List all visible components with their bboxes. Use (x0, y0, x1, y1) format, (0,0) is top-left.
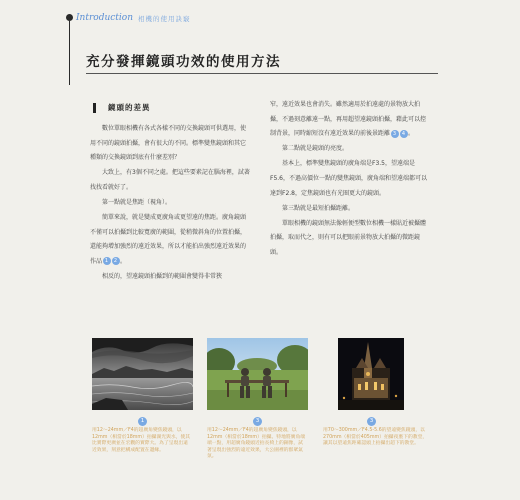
paragraph: 第二點就是鏡頭的亮度。 (282, 145, 349, 153)
paragraph-text: 。 (408, 130, 415, 138)
paragraph-text: 窄，遠近效果也會消失。雖然適用於拍遠處的景物放大拍攝，不過刻意離遠一點，再用超望遠鏡頭拍攝，藉此可以控制背景，同時縮短沒有遠近效果的前後景距離 (270, 101, 427, 138)
park-statue-photo (207, 338, 308, 410)
figure-ref-badge: 2 (112, 257, 120, 265)
right-text-column (270, 98, 430, 261)
paragraph: 數位單眼相機有各式各樣不同的交換鏡頭可供選用，使用不同的鏡頭拍攝，會有很大的不同。標準變焦鏡頭和其它種類的交換鏡頭到底有什麼差別？ (90, 125, 247, 162)
paragraph: 單眼相機的鏡頭無法像輕便型數位相機一樣貼近被攝體拍攝，取而代之，則有可以把眼前景物放大拍攝的微距鏡頭。 (270, 219, 427, 256)
photo-caption: 用70～300mm／F4.5-5.6的望遠變焦鏡頭，以270mm（相當於405mm）拍攝夜裏下的教堂，讓其以望遠焦距確認頭上拍攝出超下的教堂。 (323, 428, 428, 447)
paragraph: 基本上，標準變焦鏡頭的廣角端是F3.5，望遠端是F5.6，不過高價位一點的變焦鏡頭，廣角端和望遠端都可以達到F2.8，定焦鏡頭也有光圈更大的鏡頭。 (270, 160, 427, 197)
title-underline (86, 73, 438, 74)
paragraph: 相反的，望遠鏡頭拍攝到的範圍會變得非常狹 (102, 272, 223, 280)
caption-number-badge: 3 (367, 417, 376, 426)
paragraph (270, 98, 430, 142)
figure-ref-badge: 3 (391, 130, 399, 138)
night-church-photo (338, 338, 404, 410)
paragraph: 第一點就是焦距（視角）。 (102, 198, 172, 206)
photo-caption: 用12～24mm／F4的超廣角變焦鏡頭，以12mm（相當於18mm）拍攝湖光與水，使其比實際更廣並在宏觀的實際大。為了呈現出遠近效果，刻意把構成配置在邊緣。 (92, 428, 191, 453)
paragraph: 第三點就是最短拍攝距離。 (282, 204, 355, 212)
corner-dot-mark (66, 14, 73, 21)
header-english-label: Introduction (76, 13, 133, 23)
figure-ref-badge: 4 (400, 130, 408, 138)
section-bar-mark (93, 103, 96, 113)
caption-number-badge: 1 (138, 417, 147, 426)
section-title: 鏡頭的差異 (108, 102, 151, 112)
paragraph-text: 簡單來說，就是變成更廣角或更望遠的焦距。廣角鏡頭不僅可以拍攝到比較寬廣的範圍，從稍微斜角的位置拍攝，還能夠增加強烈的遠近效果，所以才能拍出強烈遠近效果的作品 (90, 214, 247, 265)
page-title: 充分發揮鏡頭功效的使用方法 (86, 54, 281, 70)
paragraph: 大致上，有3個不同之處。把這些要素記在腦海裡，試著找找看就好了。 (90, 169, 250, 191)
corner-vertical-line (69, 21, 70, 85)
left-text-column (90, 100, 250, 285)
photo-caption: 用12～24mm／F4的超廣角變焦鏡頭，以12mm（相當於18mm）拍攝。特地將廣角端端一點，用超廣角鏡頭近拍長椅上的銅像，試著呈現出強烈的遠近效果，大公園裡的群眾氣氛。 (207, 428, 306, 460)
page-header (76, 12, 191, 24)
section-heading (90, 100, 250, 116)
paragraph: 簡單來說，就是變成更廣角或更望遠的焦距。廣角鏡頭不僅可以拍攝到比較寬廣的範圍，從稍微斜角的位置拍攝，還能夠增加強烈的遠近效果，所以才能拍出強烈遠近效果的作品 1 2 。 (90, 214, 247, 265)
header-chinese-label: 相機的使用訣竅 (138, 14, 191, 23)
lake-landscape-photo (92, 338, 193, 410)
caption-number-badge: 3 (253, 417, 262, 426)
figure-ref-badge: 1 (103, 257, 111, 265)
